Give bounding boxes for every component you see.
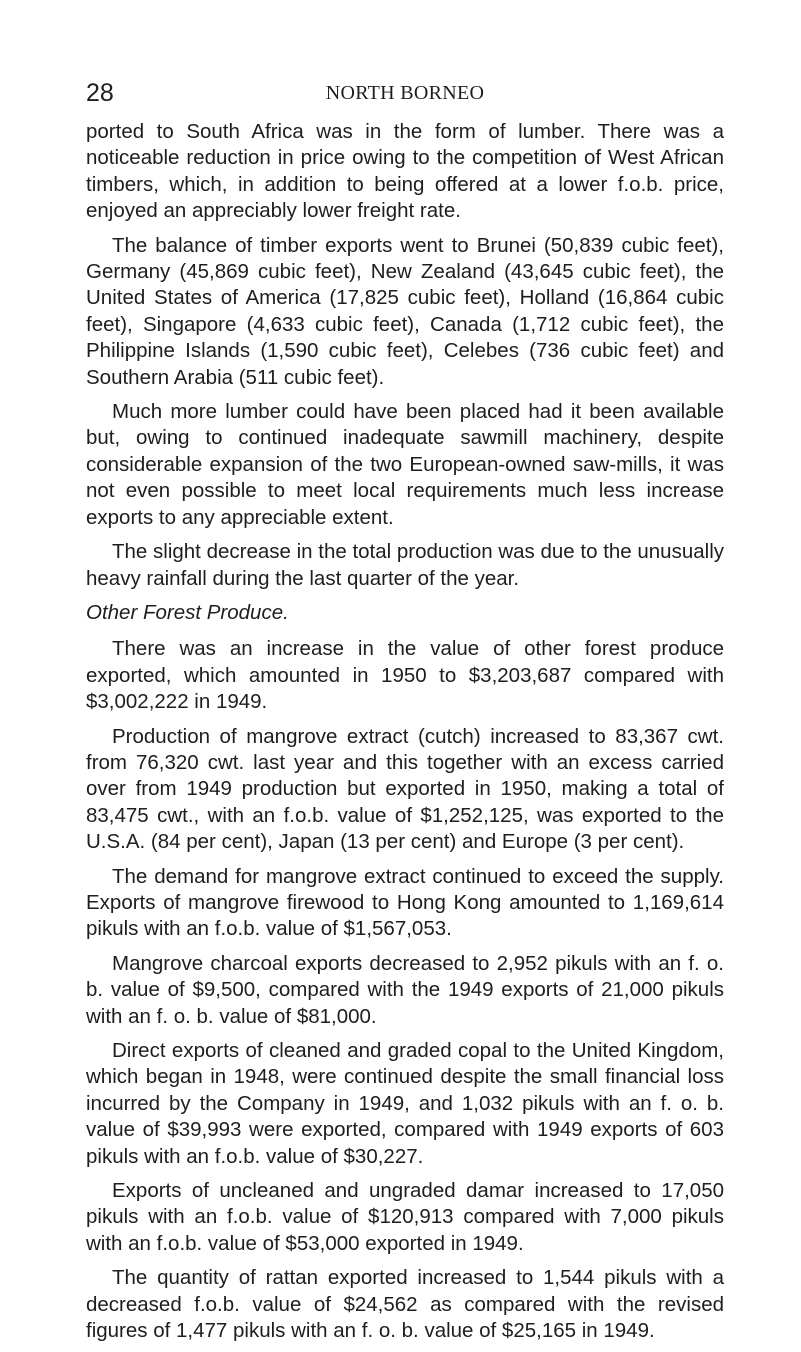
paragraph: Mangrove charcoal exports decreased to 2,952 pikuls with an f. o. b. value of $9,500, compared with the 1949 exports of 21,000 pikuls with an f. o. b. value of $81,000. bbox=[86, 951, 724, 1028]
page-header bbox=[86, 78, 724, 108]
paragraph: Exports of uncleaned and ungraded damar increased to 17,050 pikuls with an f.o.b. value of $120,913 compared with 7,000 pikuls with an f.o.b. value of $53,000 exported in 1949. bbox=[86, 1179, 724, 1255]
body-text bbox=[86, 119, 724, 1352]
paragraph: The quantity of rattan exported increased to 1,544 pikuls with a decreased f.o.b. value of $24,562 as compared with the revised figures of 1,477 pikuls with an f. o. b. value of $25,165 in 1949. bbox=[86, 1266, 724, 1343]
section-subheading: Other Forest Produce. bbox=[86, 600, 289, 624]
paragraph: ported to South Africa was in the form of lumber. There was a noticeable reduction in price owing to the competition of West African timbers, which, in addition to being offered at a lower f.o.b. price, enjoyed an appreciably lower freight rate. bbox=[86, 120, 724, 223]
running-head: NORTH BORNEO bbox=[325, 82, 485, 104]
page-number: 28 bbox=[86, 79, 114, 107]
paragraph: The slight decrease in the total production was due to the unusually heavy rainfall during the last quarter of the year. bbox=[86, 540, 724, 590]
paragraph: The demand for mangrove extract continued to exceed the supply. Exports of mangrove firewood to Hong Kong amounted to 1,169,614 pikuls with an f.o.b. value of $1,567,053. bbox=[86, 864, 724, 941]
paragraph: Production of mangrove extract (cutch) increased to 83,367 cwt. from 76,320 cwt. last year and this together with an excess carried over from 1949 production but exported in 1950, making a total of 83,475 cwt., with an f.o.b. value of $1,252,125, was exported to the U.S.A. (84 per cent), Japan (13 per cent) and Europe (3 per cent). bbox=[86, 724, 724, 854]
paragraph: There was an increase in the value of other forest produce exported, which amounted in 1950 to $3,203,687 compared with $3,002,222 in 1949. bbox=[86, 637, 724, 714]
paragraph: The balance of timber exports went to Brunei (50,839 cubic feet), Germany (45,869 cubic feet), New Zealand (43,645 cubic feet), the United States of America (17,825 cubic feet), Holland (16,864 cubic feet), Singapore (4,633 cubic feet), Canada (1,712 cubic feet), the Philippine Islands (1,590 cubic feet), Celebes (736 cubic feet) and Southern Arabia (511 cubic feet). bbox=[86, 233, 724, 389]
paragraph: Much more lumber could have been placed had it been available but, owing to continued inadequate sawmill machinery, despite considerable expansion of the two European-owned saw-mills, it was not even possible to meet local requirements much less increase exports to any appreciable extent. bbox=[86, 400, 724, 529]
paragraph: Direct exports of cleaned and graded copal to the United Kingdom, which began in 1948, were continued despite the small financial loss incurred by the Company in 1949, and 1,032 pikuls with an f. o. b. value of $39,993 were exported, compared with 1949 exports of 603 pikuls with an f.o.b. value of $30,227. bbox=[86, 1039, 724, 1168]
